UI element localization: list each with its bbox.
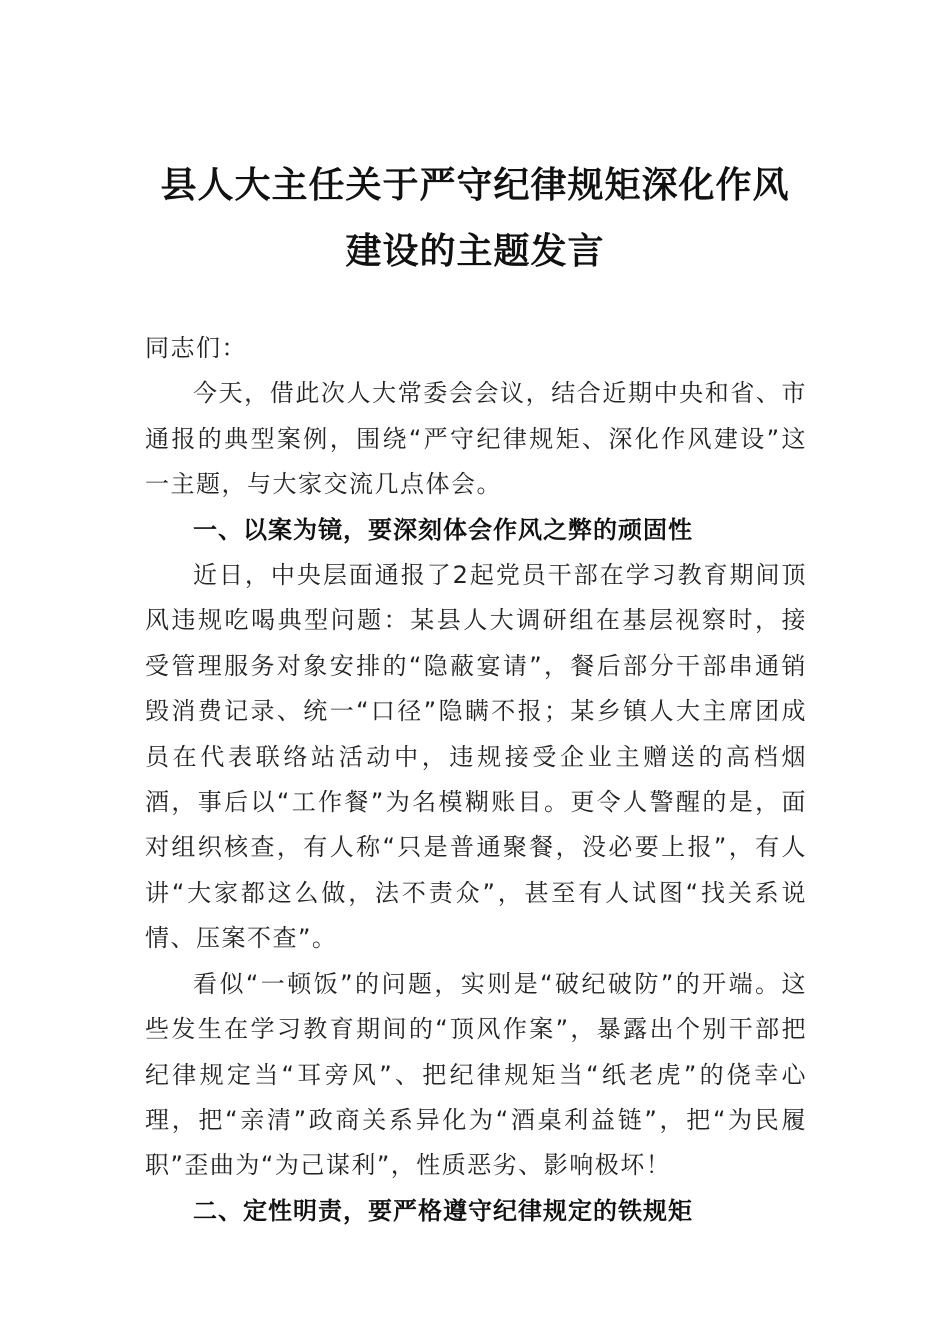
section-1-paragraph-1: 近日，中央层面通报了2起党员干部在学习教育期间顶风违规吃喝典型问题：某县人大调研组在基层视察时，接受管理服务对象安排的“隐蔽宴请”，餐后部分干部串通销毁消费记录、统一“口径”隐瞒不报；某乡镇人大主席团成员在代表联络站活动中，违规接受企业主赠送的高档烟酒，事后以“工作餐”为名模糊账目。更令人警醒的是，面对组织核查，有人称“只是普通聚餐，没必要上报”，有人讲“大家都这么做，法不责众”，甚至有人试图“找关系说情、压案不查”。 xyxy=(145,561,807,953)
section-1-paragraph-2: 看似“一顿饭”的问题，实则是“破纪破防”的开端。这些发生在学习教育期间的“顶风作案”，暴露出个别干部把纪律规定当“耳旁风”、把纪律规矩当“纸老虎”的侥幸心理，把“亲清”政商关系异化为“酒桌利益链”，把“为民履职”歪曲为“为己谋利”，性质恶劣、影响极坏！ xyxy=(145,969,807,1180)
document-body xyxy=(145,326,807,1234)
section-1-heading: 一、以案为镜，要深刻体会作风之弊的顽固性 xyxy=(193,515,693,544)
document-title: 县人大主任关于严守纪律规矩深化作风建设的主题发言 xyxy=(160,164,790,272)
greeting: 同志们： xyxy=(145,334,247,362)
section-2-heading: 二、定性明责，要严格遵守纪律规定的铁规矩 xyxy=(193,1196,693,1225)
opening-paragraph: 今天，借此次人大常委会会议，结合近期中央和省、市通报的典型案例，围绕“严守纪律规矩、深化作风建设”这一主题，与大家交流几点体会。 xyxy=(145,379,807,499)
